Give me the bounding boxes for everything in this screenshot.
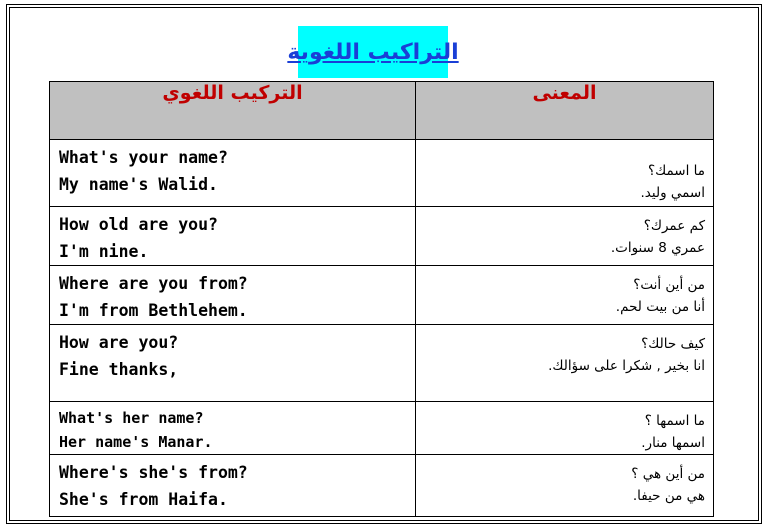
arabic-cell	[416, 455, 714, 517]
arabic-question: من أين أنت؟	[633, 277, 705, 293]
english-question: How old are you?	[59, 215, 218, 234]
english-cell	[50, 455, 416, 517]
table-row	[50, 207, 714, 266]
english-answer: She's from Haifa.	[59, 490, 228, 509]
arabic-cell	[416, 402, 714, 455]
page-title	[287, 26, 459, 78]
arabic-answer: عمري 8 سنوات.	[610, 240, 705, 256]
arabic-answer: اسمي وليد.	[640, 185, 705, 201]
arabic-question: كم عمرك؟	[643, 218, 705, 234]
header-structure: التركيب اللغوي	[50, 82, 416, 140]
arabic-cell	[416, 140, 714, 207]
table-header-row	[50, 82, 714, 140]
table-row	[50, 140, 714, 207]
header-meaning: المعنى	[416, 82, 714, 140]
english-answer: My name's Walid.	[59, 175, 218, 194]
arabic-answer: اسمها منار.	[641, 435, 705, 451]
english-cell	[50, 325, 416, 402]
arabic-question: ما اسمك؟	[647, 163, 705, 179]
arabic-cell	[416, 207, 714, 266]
table-row	[50, 455, 714, 517]
table-row	[50, 266, 714, 325]
english-answer: I'm nine.	[59, 242, 149, 261]
english-question: What's her name?	[59, 409, 204, 427]
english-question: How are you?	[59, 333, 179, 352]
page-title-text: التراكيب اللغوية	[287, 39, 459, 65]
arabic-answer: انا بخير , شكرا على سؤالك.	[548, 358, 705, 374]
arabic-answer: أنا من بيت لحم.	[615, 299, 705, 315]
arabic-cell	[416, 266, 714, 325]
arabic-question: من أين هي ؟	[631, 466, 705, 482]
english-question: What's your name?	[59, 148, 228, 167]
english-cell	[50, 402, 416, 455]
english-cell	[50, 266, 416, 325]
english-answer: Her name's Manar.	[59, 433, 213, 451]
vocabulary-table	[49, 81, 714, 517]
english-question: Where's she's from?	[59, 463, 248, 482]
english-cell	[50, 140, 416, 207]
table-row	[50, 325, 714, 402]
english-answer: I'm from Bethlehem.	[59, 301, 248, 320]
english-question: Where are you from?	[59, 274, 248, 293]
table-row	[50, 402, 714, 455]
english-cell	[50, 207, 416, 266]
english-answer: Fine thanks,	[59, 360, 179, 379]
arabic-answer: هي من حيفا.	[632, 488, 705, 504]
arabic-question: كيف حالك؟	[641, 336, 705, 352]
arabic-cell	[416, 325, 714, 402]
arabic-question: ما اسمها ؟	[644, 413, 705, 429]
